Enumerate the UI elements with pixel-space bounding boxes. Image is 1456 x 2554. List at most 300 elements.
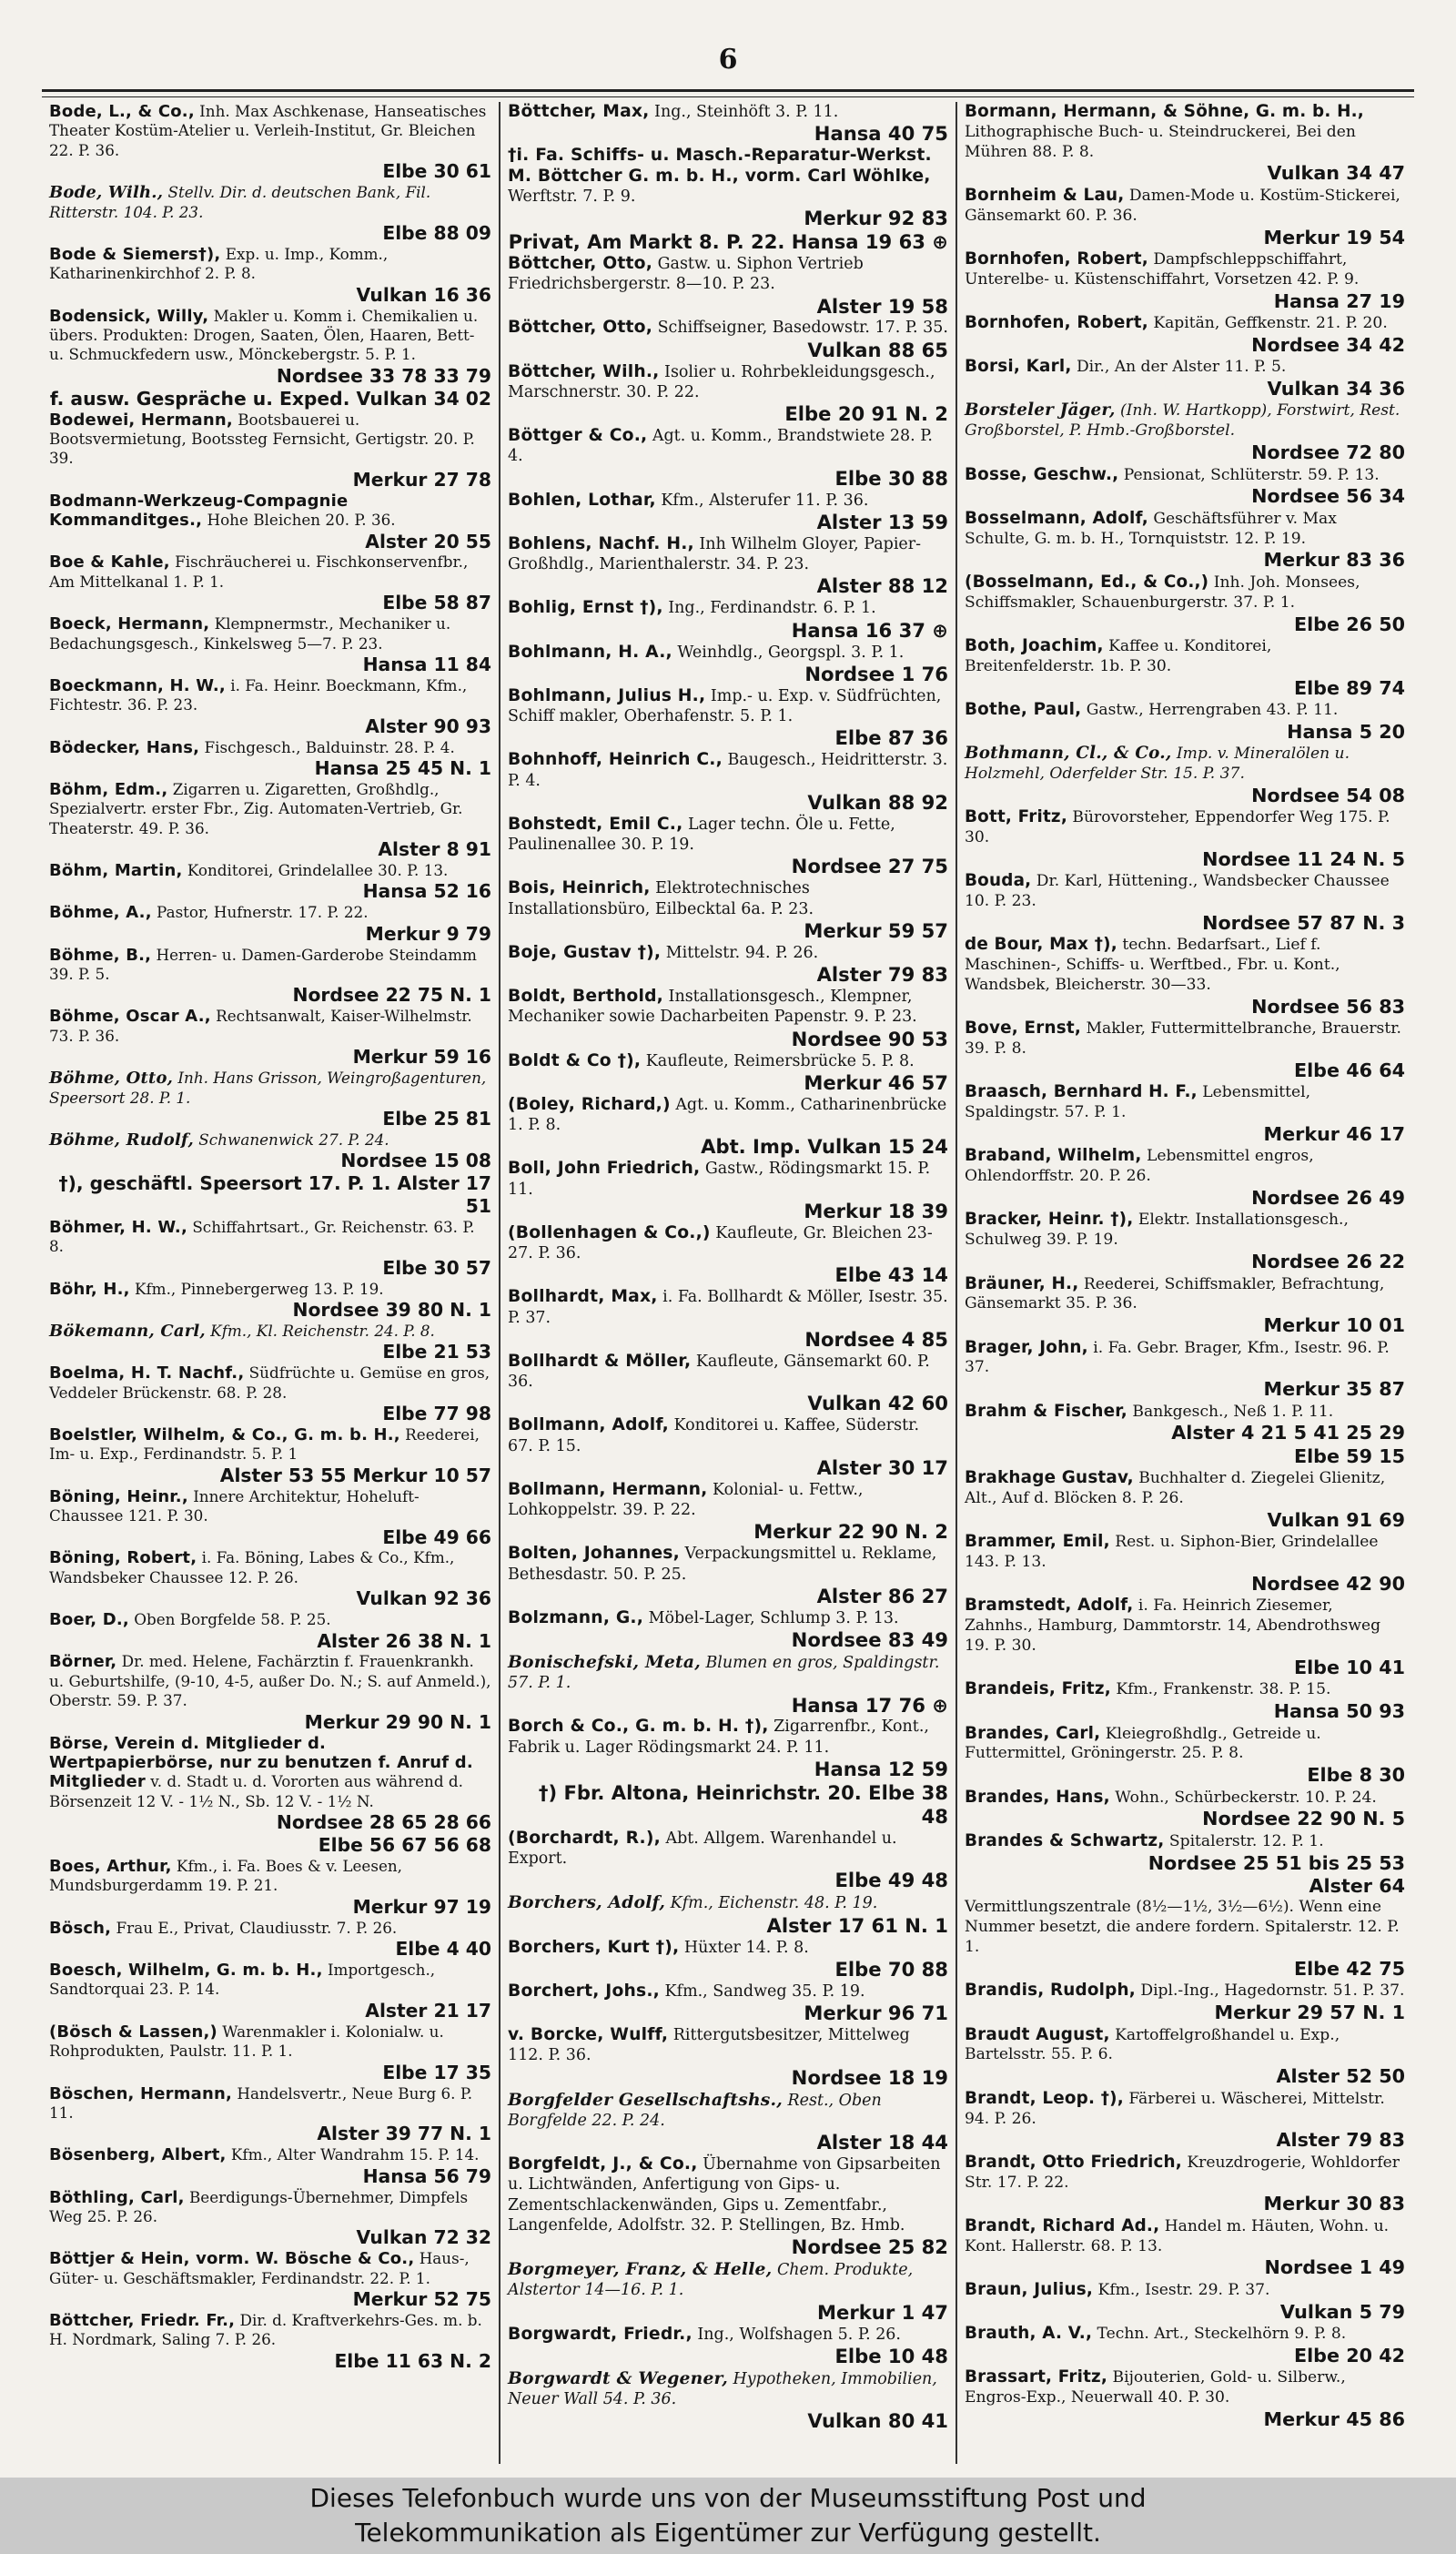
directory-entry	[508, 146, 948, 254]
directory-entry	[965, 1724, 1405, 1788]
phone-number: Merkur 52 75	[352, 2288, 491, 2311]
entry-description: i. Fa. Böning, Labes & Co., Kfm., Wandsbeker Chaussee 12. P. 26.	[49, 1548, 455, 1586]
entry-description: Makler, Futtermittelbranche, Brauerstr. 39. P. 8.	[965, 1019, 1401, 1059]
entry-name: Bollmann, Hermann,	[508, 1479, 708, 1499]
phone-number: Elbe 49 48	[834, 1869, 948, 1892]
entry-description: Spitalerstr. 12. P. 1.	[1164, 1831, 1324, 1850]
entry-name: Bollhardt & Möller,	[508, 1351, 692, 1371]
phone-number: Elbe 17 35	[382, 2061, 491, 2083]
entry-name: Brahm & Fischer,	[965, 1401, 1127, 1421]
entry-description: Konditorei, Grindelallee 30. P. 13.	[182, 861, 449, 880]
phone-number: Hansa 27 19	[1273, 289, 1405, 312]
entry-description: Dipl.-Ing., Hagedornstr. 51. P. 37.	[1135, 1981, 1405, 2001]
entry-name: Bollhardt, Max,	[508, 1287, 658, 1307]
phone-number: Vulkan 34 36	[1267, 378, 1405, 400]
entry-description: Werftstr. 7. P. 9.	[508, 187, 636, 206]
entry-description: Konditorei u. Kaffee, Süderstr. 67. P. 15.	[508, 1416, 920, 1455]
entry-name: Boe & Kahle,	[49, 552, 170, 573]
entry-description: Ing., Wolfshagen 5. P. 26.	[692, 2325, 901, 2344]
directory-entry	[965, 1338, 1405, 1402]
phone-number: Merkur 96 71	[804, 2002, 948, 2025]
entry-name: Böschen, Hermann,	[49, 2083, 232, 2103]
entry-name: Borch & Co., G. m. b. H. †),	[508, 1717, 769, 1737]
directory-entry	[49, 1007, 491, 1069]
entry-name: Brager, John,	[965, 1337, 1088, 1357]
entry-name: Brandt, Leop. †),	[965, 2088, 1124, 2108]
directory-entry	[508, 362, 948, 427]
entry-name: Bökemann, Carl,	[49, 1321, 206, 1341]
entry-description: Kfm., Isestr. 29. P. 37.	[1093, 2280, 1270, 2299]
entry-description: i. Fa. Gebr. Brager, Kfm., Isestr. 96. P. 37.	[965, 1338, 1390, 1377]
phone-number: Alster 20 55	[365, 530, 491, 552]
entry-description: Kreuzdrogerie, Wohldorfer Str. 17. P. 22.	[965, 2153, 1400, 2192]
phone-number: Vulkan 88 65	[807, 338, 948, 361]
entry-description: Kleiegroßhdlg., Getreide u. Futtermittel, Gröningerstr. 25. P. 8.	[965, 1724, 1321, 1763]
directory-entry	[508, 426, 948, 491]
phone-number: Vulkan 34 47	[1267, 162, 1405, 185]
phone-number: Alster 8 91	[378, 838, 491, 861]
entry-name: Boldt, Berthold,	[508, 987, 663, 1007]
phone-number: Merkur 59 16	[352, 1046, 491, 1069]
directory-entry	[965, 573, 1405, 636]
directory-entry	[965, 313, 1405, 357]
entry-description: Kfm., Eichenstr. 48. P. 19.	[665, 1894, 878, 1913]
directory-entry	[965, 2280, 1405, 2324]
entry-description: Schwanenwick 27. P. 24.	[193, 1130, 389, 1149]
directory-entry	[965, 1402, 1405, 1469]
entry-description: Verpackungsmittel u. Reklame, Bethesdastr. 50. P. 25.	[508, 1545, 937, 1584]
directory-entry	[49, 903, 491, 945]
entry-name: Böhr, H.,	[49, 1279, 130, 1299]
phone-number: Hansa 11 84	[362, 653, 491, 675]
entry-name: Bosselmann, Adolf,	[965, 508, 1148, 528]
directory-entry	[965, 2367, 1405, 2431]
entry-name: Böning, Robert,	[49, 1548, 197, 1568]
directory-entry	[49, 1280, 491, 1322]
entry-name: Bode, L., & Co.,	[49, 102, 195, 121]
directory-entry	[508, 815, 948, 879]
entry-description: Hüxter 14. P. 8.	[679, 1938, 809, 1957]
entry-name: Boeckmann, H. W.,	[49, 675, 226, 695]
directory-entry	[965, 1679, 1405, 1723]
entry-name: Borgfeldt, J., & Co.,	[508, 2154, 698, 2174]
entry-name: Borchers, Adolf,	[508, 1892, 666, 1913]
entry-name: Börse, Verein d. Mitglieder d. Wertpapierbörse, nur zu benutzen f. Anruf d. Mitglieder	[49, 1733, 473, 1792]
phone-number: Merkur 18 39	[804, 1199, 948, 1222]
directory-entry	[965, 1981, 1405, 2024]
phone-number: Nordsee 57 87 N. 3	[1202, 911, 1405, 934]
directory-entry	[508, 2368, 948, 2434]
directory-entry	[508, 2259, 948, 2325]
directory-entry	[49, 2311, 491, 2373]
entry-name: Böhmer, H. W.,	[49, 1217, 187, 1237]
entry-description: i. Fa. Heinrich Ziesemer, Zahnhs., Hamburg, Dammtorstr. 14, Abendrothsweg 19. P. 30.	[965, 1596, 1381, 1656]
footer-line-1: Dieses Telefonbuch wurde uns von der Museumsstiftung Post und	[309, 2483, 1147, 2513]
entry-description: Beerdigungs-Übernehmer, Dimpfels Weg 25. P. 26.	[49, 2187, 469, 2225]
phone-number: Nordsee 1 49	[1264, 2256, 1405, 2279]
phone-number: Merkur 46 17	[1263, 1123, 1405, 1145]
entry-description: Bankgesch., Neß 1. P. 11.	[1127, 1402, 1334, 1421]
entry-name: Brandt, Otto Friedrich,	[965, 2152, 1182, 2172]
entry-description: Ing., Steinhöft 3. P. 11.	[649, 103, 839, 121]
entry-name: Böthling, Carl,	[49, 2187, 185, 2207]
column-1	[42, 102, 499, 2464]
directory-entry	[965, 1898, 1405, 1981]
phone-number: Alster 21 17	[365, 1999, 491, 2022]
directory-entry	[508, 1892, 948, 1937]
phone-number: Elbe 56 67 56 68	[318, 1834, 491, 1857]
entry-name: Boll, John Friedrich,	[508, 1159, 701, 1179]
directory-entry	[508, 686, 948, 751]
phone-number: Elbe 88 09	[382, 221, 491, 244]
phone-number: Nordsee 72 80	[1251, 441, 1405, 464]
phone-number: Nordsee 54 08	[1251, 784, 1405, 806]
entry-name: Bödecker, Hans,	[49, 737, 200, 757]
directory-entry	[965, 807, 1405, 871]
entry-name: Braband, Wilhelm,	[965, 1146, 1142, 1166]
phone-number: Hansa 56 79	[362, 2164, 491, 2187]
entry-name: Bramstedt, Adolf,	[965, 1596, 1134, 1616]
directory-entry	[965, 357, 1405, 400]
directory-entry	[508, 1095, 948, 1160]
phone-number: Nordsee 25 51 bis 25 53	[1148, 1851, 1405, 1874]
phone-number: Vulkan 92 36	[356, 1587, 491, 1610]
entry-name: (Boley, Richard,)	[508, 1094, 671, 1114]
entry-description: Kfm., Frankenstr. 38. P. 15.	[1110, 1680, 1331, 1699]
phone-number: Hansa 16 37 ⊕	[791, 618, 948, 642]
phone-number: Nordsee 1 76	[804, 662, 948, 685]
phone-number: Vulkan 91 69	[1267, 1508, 1405, 1531]
entry-name: Boes, Arthur,	[49, 1857, 172, 1877]
entry-description: v. d. Stadt u. d. Vororten aus während d. Börsenzeit 12 V. - 1½ N., Sb. 12 V. - 1½ N.	[49, 1772, 463, 1810]
entry-name: Böhm, Martin,	[49, 861, 183, 881]
entry-description: Imp.- u. Exp. v. Südfrüchten, Schiff makler, Oberhafenstr. 5. P. 1.	[508, 686, 942, 726]
directory-entry	[965, 2324, 1405, 2367]
entry-description: Agt. u. Komm., Catharinenbrücke 1. P. 8.	[508, 1095, 947, 1135]
entry-description: Wohn., Schürbeckerstr. 10. P. 24.	[1109, 1788, 1377, 1807]
entry-description: Elektr. Installationsgesch., Schulweg 39. P. 19.	[965, 1211, 1349, 1250]
phone-number: Nordsee 4 85	[804, 1327, 948, 1351]
phone-number: Merkur 35 87	[1263, 1378, 1405, 1401]
phone-number: Nordsee 25 82	[791, 2235, 948, 2259]
directory-entry	[965, 700, 1405, 744]
entry-description: Kfm., Kl. Reichenstr. 24. P. 8.	[205, 1321, 435, 1340]
phone-number: Elbe 30 88	[834, 466, 948, 490]
column-2	[499, 102, 956, 2464]
entry-name: Bothe, Paul,	[965, 699, 1082, 719]
phone-number: †) Fbr. Altona, Heinrichstr. 20. Elbe 38 48	[538, 1780, 948, 1828]
directory-entry	[508, 598, 948, 642]
entry-name: Böttcher, Otto,	[508, 318, 653, 338]
phone-number: Merkur 10 01	[1263, 1314, 1405, 1337]
directory-entry	[965, 465, 1405, 509]
directory-entry	[49, 1218, 491, 1280]
phone-number: Elbe 87 36	[834, 726, 948, 750]
entry-name: Borchers, Kurt †),	[508, 1937, 680, 1957]
entry-description: Zigarren u. Zigaretten, Großhdlg., Spezialvertr. erster Fbr., Zig. Automaten-Vertrieb, Gr. Theaterstr. 49. P. 36.	[49, 779, 463, 837]
entry-name: Boeck, Hermann,	[49, 614, 210, 634]
entry-description: Kaufleute, Gänsemarkt 60. P. 36.	[508, 1352, 930, 1392]
entry-name: Bodensick, Willy,	[49, 306, 209, 326]
phone-number: Nordsee 28 65 28 66	[276, 1811, 491, 1834]
directory-entry	[508, 2154, 948, 2259]
entry-name: Borsi, Karl,	[965, 357, 1072, 377]
entry-description: Schiffahrtsart., Gr. Reichenstr. 63. P. 8.	[49, 1217, 475, 1256]
phone-number: Nordsee 42 90	[1251, 1573, 1405, 1596]
phone-number: Elbe 4 40	[395, 1938, 491, 1961]
entry-description: Rest. u. Siphon-Bier, Grindelallee 143. P. 13.	[965, 1533, 1379, 1572]
entry-description: Mittelstr. 94. P. 26.	[661, 943, 819, 962]
entry-description: Schiffseigner, Basedowstr. 17. P. 35.	[652, 319, 948, 338]
entry-description: Übernahme von Gipsarbeiten u. Lichtwänden, Anfertigung von Gips- u. Zementschlackenwänden, Gips u. Zementfabr., Langenfelde, Adolfstr. 32. P. Stellingen, Bz. Hmb.	[508, 2155, 941, 2235]
phone-number: Elbe 10 48	[834, 2344, 948, 2367]
phone-number: Elbe 26 50	[1293, 613, 1405, 635]
entry-name: Bolzmann, G.,	[508, 1607, 644, 1627]
directory-entry	[965, 1788, 1405, 1831]
entry-name: Bohlmann, Julius H.,	[508, 685, 706, 705]
entry-description: Klempnermstr., Mechaniker u. Bedachungsgesch., Kinkelsweg 5—7. P. 23.	[49, 614, 451, 653]
entry-description: Rest., Oben Borgfelde 22. P. 24.	[508, 2091, 882, 2130]
directory-entry	[508, 943, 948, 987]
directory-entry	[508, 491, 948, 534]
entry-description: Dr. med. Helene, Fachärztin f. Frauenkrankh. u. Geburtshilfe, (9-10, 4-5, außer Do. N.; S. auf Anmeld.), Oberstr. 59. P. 37.	[49, 1652, 491, 1710]
entry-description: Reederei, Schiffsmakler, Befrachtung, Gänsemarkt 35. P. 36.	[965, 1274, 1385, 1313]
entry-description: Kfm., Alter Wandrahm 15. P. 14.	[226, 2145, 480, 2164]
footer-line-2: Telekommunikation als Eigentümer zur Verfügung gestellt.	[355, 2518, 1101, 2548]
phone-number: Merkur 59 57	[804, 918, 948, 942]
phone-number: Alster 19 58	[816, 294, 948, 318]
entry-description: Herren- u. Damen-Garderobe Steindamm 39. P. 5.	[49, 945, 477, 984]
directory-entry	[49, 2084, 491, 2146]
entry-name: Bode, Wilh.,	[49, 183, 164, 203]
entry-name: Both, Joachim,	[965, 635, 1104, 655]
entry-description: Handelsvertr., Neue Burg 6. P. 11.	[49, 2083, 473, 2122]
directory-entry	[508, 254, 948, 319]
directory-columns	[42, 102, 1414, 2464]
entry-name: (Bosselmann, Ed., & Co.,)	[965, 572, 1209, 592]
directory-entry	[49, 1548, 491, 1610]
phone-number: Alster 4 21 5 41 25 29	[1171, 1422, 1405, 1444]
phone-number: Merkur 27 78	[352, 468, 491, 491]
phone-number: Elbe 20 42	[1293, 2344, 1405, 2367]
directory-entry	[508, 2025, 948, 2090]
directory-entry	[965, 1146, 1405, 1210]
directory-entry	[965, 744, 1405, 807]
entry-name: Borchert, Johs.,	[508, 1981, 660, 2001]
directory-entry	[508, 1287, 948, 1352]
directory-entry	[965, 1274, 1405, 1338]
entry-description: Blumen en gros, Spaldingstr. 57. P. 1.	[508, 1653, 940, 1693]
phone-number: Hansa 12 59	[814, 1758, 948, 1781]
entry-description: Buchhalter d. Ziegelei Glienitz, Alt., Auf d. Blöcken 8. P. 26.	[965, 1469, 1386, 1508]
directory-entry	[49, 738, 491, 780]
header-rule	[42, 89, 1414, 92]
entry-name: Bohlmann, H. A.,	[508, 642, 672, 662]
phone-number: Nordsee 39 80 N. 1	[292, 1299, 491, 1322]
entry-name: Borgfelder Gesellschaftshs.,	[508, 2089, 783, 2110]
entry-description: Möbel-Lager, Schlump 3. P. 13.	[643, 1608, 899, 1627]
directory-entry	[49, 1961, 491, 2022]
directory-entry	[49, 1610, 491, 1652]
phone-number: Hansa 52 16	[362, 880, 491, 903]
entry-description: Kaufleute, Reimersbrücke 5. P. 8.	[641, 1051, 915, 1070]
directory-entry	[508, 987, 948, 1051]
entry-name: Bohlens, Nachf. H.,	[508, 533, 694, 553]
footer-notice	[0, 2478, 1456, 2554]
entry-name: Bois, Heinrich,	[508, 878, 651, 898]
directory-entry	[49, 676, 491, 738]
phone-number: Merkur 45 86	[1263, 2407, 1405, 2430]
entry-description: Zigarrenfbr., Kont., Fabrik u. Lager Rödingsmarkt 24. P. 11.	[508, 1718, 929, 1757]
entry-name: v. Borcke, Wulff,	[508, 2025, 669, 2044]
entry-name: Brandes, Carl,	[965, 1723, 1101, 1743]
entry-name: Braasch, Bernhard H. F.,	[965, 1082, 1198, 1102]
directory-entry	[508, 1717, 948, 1828]
directory-entry	[508, 1415, 948, 1480]
phone-number: Alster 52 50	[1276, 2065, 1405, 2088]
directory-entry	[508, 2090, 948, 2155]
phone-number: Elbe 46 64	[1293, 1059, 1405, 1081]
directory-entry	[508, 318, 948, 361]
entry-name: Böhme, A.,	[49, 903, 152, 923]
entry-name: Bott, Fritz,	[965, 807, 1067, 827]
phone-number: Elbe 42 75	[1293, 1957, 1405, 1980]
phone-number: Nordsee 18 19	[791, 2065, 948, 2089]
entry-description: Kfm., i. Fa. Boes & v. Leesen, Mundsburgerdamm 19. P. 21.	[49, 1857, 402, 1895]
phone-number: f. ausw. Gespräche u. Exped. Vulkan 34 02	[49, 387, 491, 410]
directory-entry	[49, 1734, 491, 1857]
phone-number: Merkur 29 90 N. 1	[304, 1710, 491, 1733]
directory-entry	[49, 183, 491, 245]
phone-number: Alster 79 83	[1276, 2129, 1405, 2152]
phone-number: Abt. Imp. Vulkan 15 24	[701, 1135, 948, 1159]
entry-name: Bodmann-Werkzeug-Compagnie Kommanditges.,	[49, 491, 349, 531]
directory-entry	[508, 1608, 948, 1652]
entry-description: Rittergutsbesitzer, Mittelweg 112. P. 36.	[508, 2026, 910, 2065]
entry-description: Exp. u. Imp., Komm., Katharinenkirchhof 2. P. 8.	[49, 244, 389, 283]
entry-name: Bohlig, Ernst †),	[508, 598, 663, 618]
entry-name: Brandes & Schwartz,	[965, 1830, 1165, 1850]
phone-number: Hansa 40 75	[814, 122, 948, 146]
phone-number: Alster 86 27	[816, 1584, 948, 1607]
phone-number: Vulkan 72 32	[356, 2226, 491, 2249]
entry-name: Bode & Siemers†),	[49, 244, 221, 264]
entry-name: Bohstedt, Emil C.,	[508, 814, 683, 834]
entry-description: Oben Borgfelde 58. P. 25.	[128, 1610, 331, 1629]
entry-name: Bracker, Heinr. †),	[965, 1210, 1134, 1230]
phone-number: Nordsee 56 34	[1251, 485, 1405, 508]
directory-entry	[965, 186, 1405, 249]
entry-name: Böttcher, Max,	[508, 102, 650, 121]
phone-number: Merkur 46 57	[804, 1070, 948, 1094]
entry-name: Brandis, Rudolph,	[965, 1981, 1136, 2001]
phone-number: Alster 30 17	[816, 1455, 948, 1479]
entry-name: Borgmeyer, Franz, & Helle,	[508, 2259, 773, 2280]
entry-name: †i. Fa. Schiffs- u. Masch.-Reparatur-Werkst. M. Böttcher G. m. b. H., vorm. Carl Wöhlke,	[508, 146, 932, 186]
phone-number: Nordsee 56 83	[1251, 995, 1405, 1018]
phone-number: Elbe 30 57	[382, 1256, 491, 1279]
directory-entry	[49, 307, 491, 410]
entry-description: Lager techn. Öle u. Fette, Paulinenallee 30. P. 19.	[508, 815, 895, 855]
entry-description: (Inh. W. Hartkopp), Forstwirt, Rest. Großborstel, P. Hmb.-Großborstel.	[965, 401, 1400, 441]
directory-entry	[49, 946, 491, 1008]
entry-name: (Borchardt, R.),	[508, 1828, 661, 1848]
entry-name: Borgwardt, Friedr.,	[508, 2324, 693, 2344]
entry-description: Kaufleute, Gr. Bleichen 23-27. P. 36.	[508, 1223, 933, 1263]
entry-description: Bürovorsteher, Eppendorfer Weg 175. P. 30.	[965, 808, 1390, 847]
entry-description: Fischräucherei u. Fischkonservenfbr., Am Mittelkanal 1. P. 1.	[49, 552, 469, 591]
entry-description: Dir., An der Alster 11. P. 5.	[1071, 358, 1287, 377]
phone-number: Elbe 21 53	[382, 1341, 491, 1363]
entry-name: Böhme, Oscar A.,	[49, 1007, 211, 1027]
entry-name: Borgwardt & Wegener,	[508, 2367, 728, 2388]
entry-description: Hohe Bleichen 20. P. 36.	[202, 511, 396, 530]
entry-description: Gastw., Rödingsmarkt 15. P. 11.	[508, 1160, 931, 1199]
entry-name: Brakhage Gustav,	[965, 1468, 1134, 1488]
entry-name: Bormann, Hermann, & Söhne, G. m. b. H.,	[965, 102, 1364, 121]
directory-entry	[508, 878, 948, 943]
phone-number: Elbe 77 98	[382, 1403, 491, 1425]
directory-entry	[965, 2089, 1405, 2153]
directory-entry	[49, 861, 491, 903]
entry-description: Inh Wilhelm Gloyer, Papier-Großhdlg., Marienthalerstr. 34. P. 23.	[508, 534, 921, 574]
phone-number: Merkur 92 83	[804, 207, 948, 230]
phone-number: Privat, Am Markt 8. P. 22. Hansa 19 63 ⊕	[508, 230, 948, 253]
entry-description: Isolier u. Rohrbekleidungsgesch., Marschnerstr. 30. P. 22.	[508, 362, 935, 401]
directory-entry	[508, 1938, 948, 1981]
entry-name: Böttcher, Otto,	[508, 253, 653, 273]
entry-description: Kartoffelgroßhandel u. Exp., Bartelsstr. 55. P. 6.	[965, 2025, 1340, 2064]
phone-number: Elbe 30 61	[382, 160, 491, 183]
entry-name: Bösch,	[49, 1918, 112, 1938]
directory-entry	[49, 2145, 491, 2187]
directory-entry	[508, 1829, 948, 1893]
phone-number: Alster 39 77 N. 1	[317, 2123, 491, 2145]
directory-entry	[49, 1069, 491, 1130]
phone-number: Elbe 89 74	[1293, 676, 1405, 699]
entry-description: Inh. Joh. Monsees, Schiffsmakler, Schauenburgerstr. 37. P. 1.	[965, 573, 1360, 612]
entry-name: Braun, Julius,	[965, 2279, 1094, 2299]
phone-number: Vulkan 80 41	[807, 2409, 948, 2433]
phone-number: Merkur 30 83	[1263, 2193, 1405, 2215]
phone-number: Alster 90 93	[365, 715, 491, 737]
directory-entry	[508, 1051, 948, 1095]
phone-number: Nordsee 22 90 N. 5	[1202, 1808, 1405, 1830]
entry-name: Boelstler, Wilhelm, & Co., G. m. b. H.,	[49, 1425, 400, 1444]
entry-description: Reederei, Im- u. Exp., Ferdinandstr. 5. P. 1	[49, 1425, 480, 1464]
entry-description: Hypotheken, Immobilien, Neuer Wall 54. P. 36.	[508, 2369, 937, 2409]
entry-name: Bonischefski, Meta,	[508, 1651, 701, 1672]
entry-name: Bornheim & Lau,	[965, 185, 1125, 205]
directory-entry	[49, 1130, 491, 1218]
phone-number: Merkur 19 54	[1263, 226, 1405, 248]
entry-description: Kfm., Pinnebergerweg 13. P. 19.	[129, 1279, 384, 1298]
entry-description: Imp. v. Mineralölen u. Holzmehl, Oderfelder Str. 15. P. 37.	[965, 745, 1350, 784]
directory-entry	[508, 1159, 948, 1223]
phone-number: Nordsee 26 49	[1251, 1187, 1405, 1210]
directory-entry	[965, 1210, 1405, 1273]
directory-entry	[49, 552, 491, 614]
entry-description: Gastw., Herrengraben 43. P. 11.	[1081, 700, 1339, 719]
phone-number: Hansa 50 93	[1273, 1700, 1405, 1723]
entry-name: Börner,	[49, 1652, 117, 1672]
directory-entry	[965, 1532, 1405, 1596]
entry-name: Brandt, Richard Ad.,	[965, 2215, 1160, 2235]
directory-entry	[965, 400, 1405, 464]
phone-number: Nordsee 15 08	[340, 1150, 491, 1172]
directory-entry	[965, 1831, 1405, 1899]
phone-number: Merkur 9 79	[365, 922, 491, 945]
